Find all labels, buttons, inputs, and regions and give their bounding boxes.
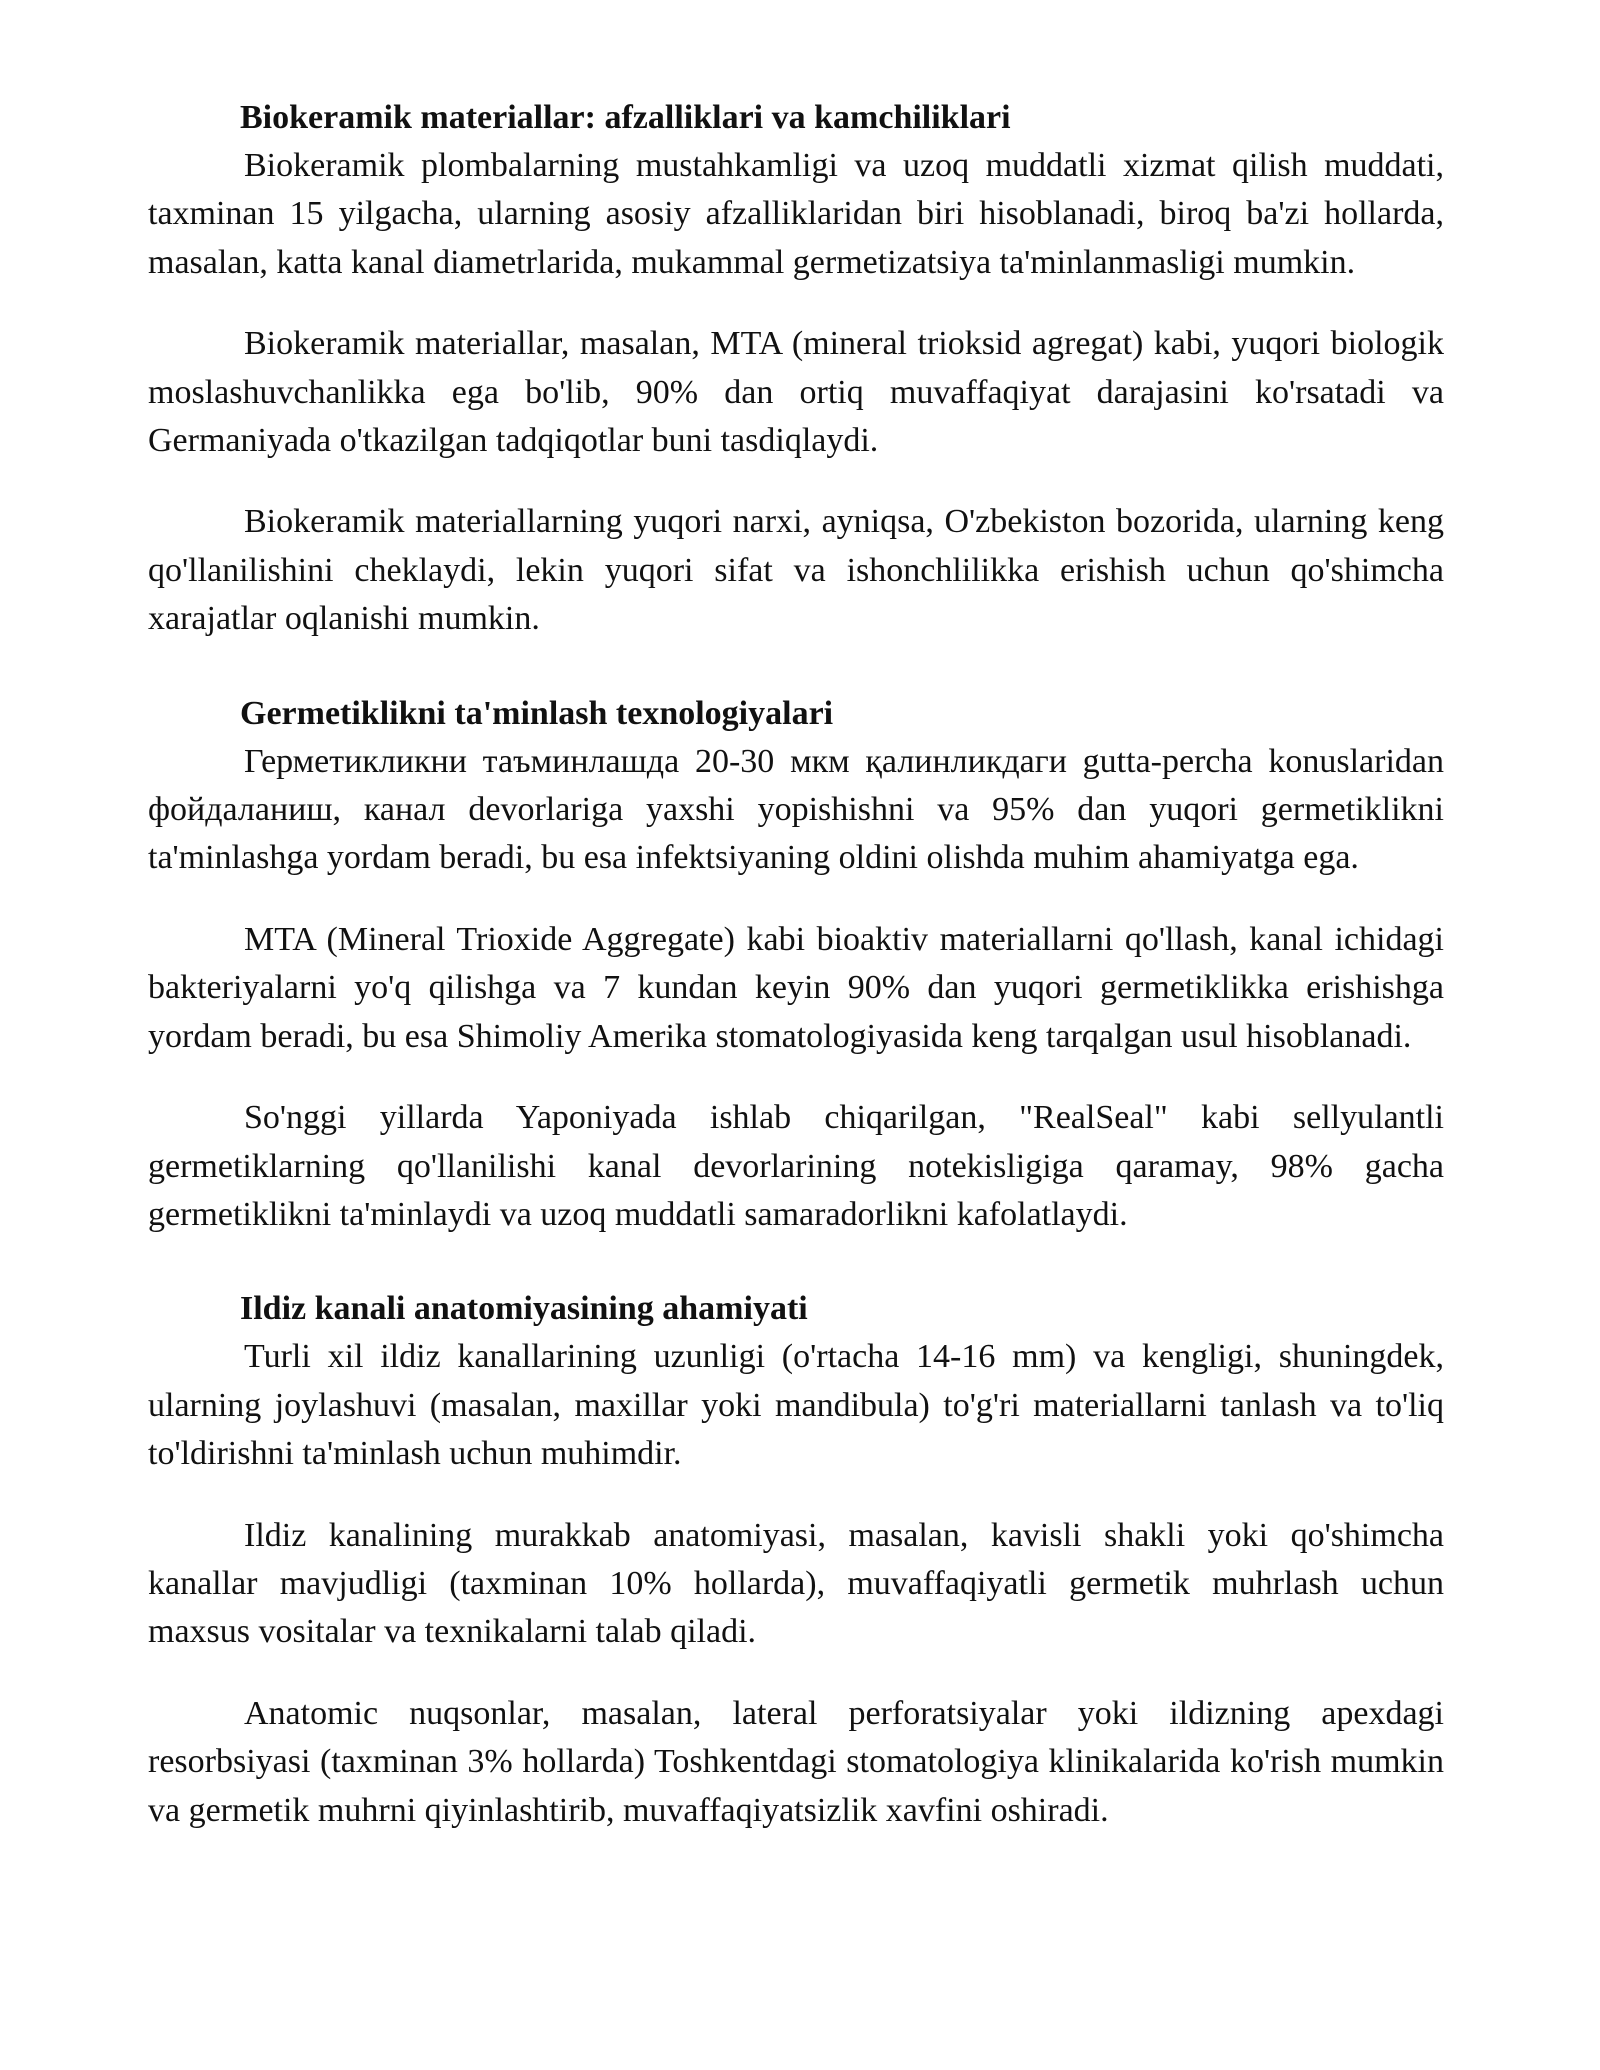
section-heading: Germetiklikni ta'minlash texnologiyalari [240, 694, 834, 732]
section-anatomiya [148, 1285, 1444, 1835]
paragraph: MTA (Mineral Trioxide Aggregate) kabi bioaktiv materiallarni qo'llash, kanal ichidagi bakteriyalarni yo'q qilishga va 7 kundan keyin 90% dan yuqori germetiklikka erishishga yordam beradi, bu esa Shimoliy Amerika stomatologiyasida keng tarqalgan usul hisoblanadi. [148, 920, 1444, 1055]
paragraph: Ildiz kanalining murakkab anatomiyasi, masalan, kavisli shakli yoki qo'shimcha kanallar mavjudligi (taxminan 10% hollarda), muvaffaqiyatli germetik muhrlash uchun maxsus vositalar va texnikalarni talab qiladi. [148, 1516, 1444, 1651]
section-biokeramik [148, 94, 1444, 644]
section-heading: Biokeramik materiallar: afzalliklari va kamchiliklari [240, 99, 1011, 136]
section-heading: Ildiz kanali anatomiyasining ahamiyati [240, 1290, 808, 1328]
paragraph: So'nggi yillarda Yaponiyada ishlab chiqarilgan, "RealSeal" kabi sellyulantli germetiklarning qo'llanilishi kanal devorlarining notekisligiga qaramay, 98% gacha germetiklikni ta'minlaydi va uzoq muddatli samaradorlikni kafolatlaydi. [148, 1099, 1444, 1233]
paragraph: Biokeramik plombalarning mustahkamligi va uzoq muddatli xizmat qilish muddati, taxminan 15 yilgacha, ularning asosiy afzalliklaridan biri hisoblanadi, biroq ba'zi hollarda, masalan, katta kanal diametrlarida, mukammal germetizatsiya ta'minlanmasligi mumkin. [148, 147, 1444, 281]
paragraph: Biokeramik materiallarning yuqori narxi, ayniqsa, O'zbekiston bozorida, ularning keng qo'llanilishini cheklaydi, lekin yuqori sifat va ishonchlilikka erishish uchun qo'shimcha xarajatlar oqlanishi mumkin. [148, 503, 1444, 638]
paragraph: Герметикликни таъминлашда 20-30 мкм қалинликдаги gutta-percha konuslaridan фойдаланиш, канал devorlariga yaxshi yopishishni va 95% dan yuqori germetiklikni ta'minlashga yordam beradi, bu esa infektsiyaning oldini olishda muhim ahamiyatga ega. [148, 742, 1444, 877]
paragraph: Biokeramik materiallar, masalan, MTA (mineral trioksid agregat) kabi, yuqori biologik moslashuvchanlikka ega bo'lib, 90% dan ortiq muvaffaqiyat darajasini ko'rsatadi va Germaniyada o'tkazilgan tadqiqotlar buni tasdiqlaydi. [148, 325, 1444, 460]
paragraph: Turli xil ildiz kanallarining uzunligi (o'rtacha 14-16 mm) va kengligi, shuningdek, ularning joylashuvi (masalan, maxillar yoki mandibula) to'g'ri materiallarni tanlash va to'liq to'ldirishni ta'minlash uchun muhimdir. [148, 1338, 1444, 1473]
section-germetiklik [148, 690, 1444, 1240]
document-page [148, 94, 1444, 1835]
paragraph: Anatomic nuqsonlar, masalan, lateral perforatsiyalar yoki ildizning apexdagi resorbsiyasi (taxminan 3% hollarda) Toshkentdagi stomatologiya klinikalarida ko'rish mumkin va germetik muhrni qiyinlashtirib, muvaffaqiyatsizlik xavfini oshiradi. [148, 1694, 1444, 1829]
